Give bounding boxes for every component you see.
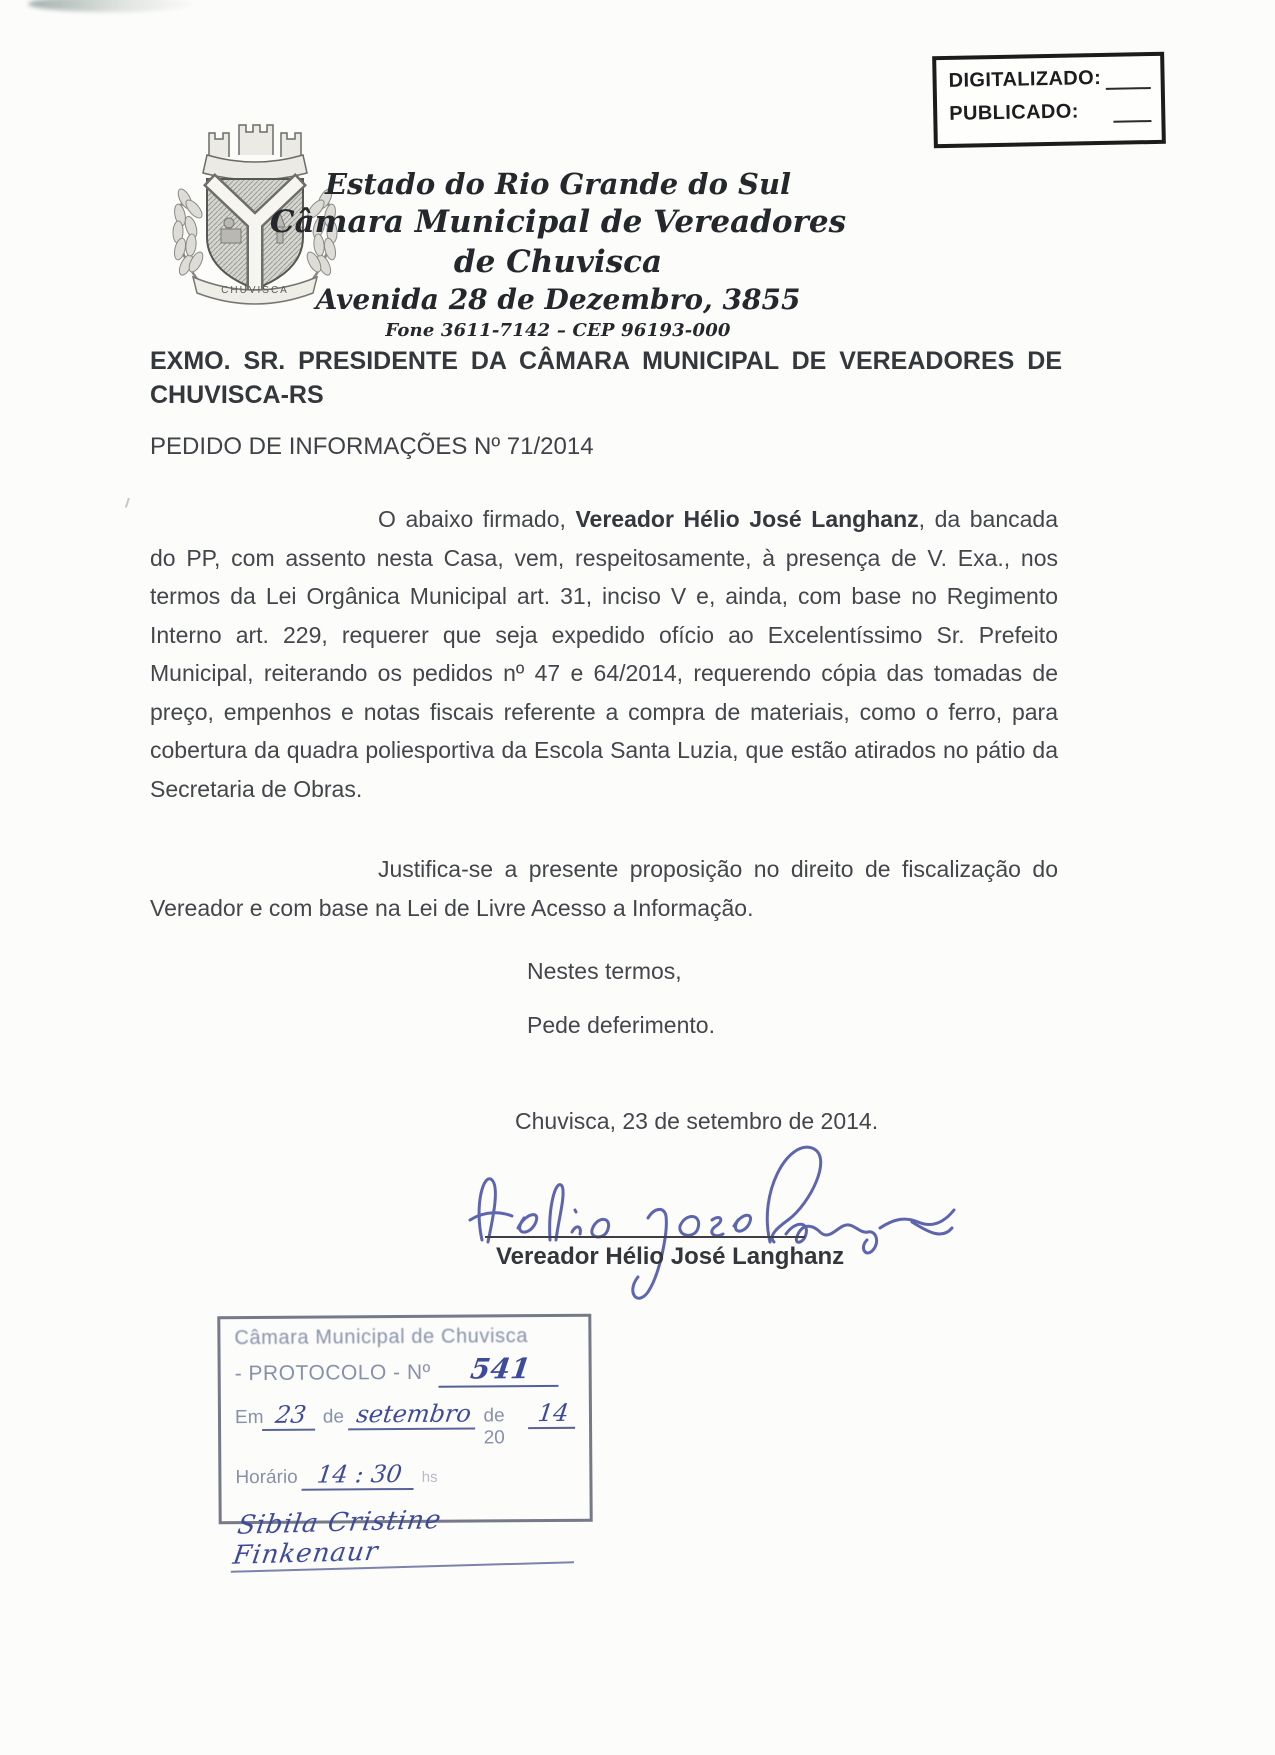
addressee-heading xyxy=(150,344,1062,412)
addressee-line2: CHUVISCA-RS xyxy=(150,381,324,409)
publicado-label: PUBLICADO: xyxy=(949,100,1079,125)
scan-artifact-smudge xyxy=(28,0,196,12)
publicado-fill-line xyxy=(1113,105,1152,123)
digitalizado-fill-line xyxy=(1105,72,1151,90)
body-p1-rest: , da bancada do PP, com assento nesta Casa, vem, respeitosamente, à presença de V. Exa., nos termos da Lei Orgânica Municipal art. 31, inciso V e, ainda, com base no Regimento Interno art. 229, requerer que seja expedido ofício ao Excelentíssimo Sr. Prefeito Municipal, reiterando os pedidos nº 47 e 64/2014, requerendo cópia das tomadas de preço, empenhos e notas fiscais referente a compra de materiais, como o ferro, para cobertura da quadra poliesportiva da Escola Santa Luzia, que estão atirados no pátio da Secretaria de Obras. xyxy=(150,506,1058,802)
protocol-label: - PROTOCOLO - Nº xyxy=(234,1360,431,1386)
crest-banner-text: CHUVISCA xyxy=(221,285,289,296)
handwritten-signature xyxy=(452,1122,967,1317)
signature-name: Vereador Hélio José Langhanz xyxy=(496,1243,845,1270)
protocol-stamp-box xyxy=(217,1314,592,1571)
protocol-time-handwritten: 14 : 30 xyxy=(302,1460,418,1491)
protocol-time-row xyxy=(235,1459,577,1491)
body-paragraph-2: Justifica-se a presente proposição no direito de fiscalização do Vereador e com base na Lei de Livre Acesso a Informação. xyxy=(150,856,1058,921)
closing-block xyxy=(527,958,715,1039)
date-line: Chuvisca, 23 de setembro de 2014. xyxy=(515,1108,879,1134)
subject-line: PEDIDO DE INFORMAÇÕES Nº 71/2014 xyxy=(150,433,594,460)
digitalizado-row xyxy=(948,66,1150,93)
body-p1-author-name: Vereador Hélio José Langhanz xyxy=(575,506,919,532)
letterhead-chamber: Câmara Municipal de Vereadores de Chuvisca xyxy=(269,204,847,280)
protocol-date-row xyxy=(235,1399,577,1451)
protocol-de20-label: de 20 xyxy=(483,1405,505,1449)
letterhead-state: Estado do Rio Grande do Sul xyxy=(324,167,792,201)
clerk-signature-handwritten: Sibila Cristine Finkenaur xyxy=(231,1501,583,1573)
body-paragraph-1 xyxy=(150,500,1058,808)
protocol-em-label: Em xyxy=(234,1406,264,1429)
protocol-day-handwritten: 23 xyxy=(261,1401,318,1431)
protocol-number-row xyxy=(235,1352,577,1389)
signature-rule xyxy=(485,1236,805,1238)
protocol-clerk-row xyxy=(230,1505,578,1571)
protocol-de-label: de xyxy=(322,1406,345,1428)
addressee-line1: EXMO. SR. PRESIDENTE DA CÂMARA MUNICIPAL DE VEREADORES DE xyxy=(150,347,1062,375)
letterhead-phone-cep: Fone 3611-7142 – CEP 96193-000 xyxy=(385,320,731,341)
protocol-org: Câmara Municipal de Chuvisca xyxy=(234,1325,529,1350)
protocol-year-handwritten: 14 xyxy=(528,1399,579,1429)
scan-artifact-mark xyxy=(125,498,143,512)
protocol-hs-label: hs xyxy=(421,1468,438,1486)
digitalizado-stamp-box xyxy=(932,52,1166,148)
protocol-month-handwritten: setembro xyxy=(348,1399,479,1430)
protocol-horario-label: Horário xyxy=(235,1466,298,1489)
letterhead-address: Avenida 28 de Dezembro, 3855 xyxy=(315,283,801,316)
closing-line2: Pede deferimento. xyxy=(527,1012,715,1038)
letterhead xyxy=(248,166,868,344)
body-p1-prefix: O abaixo firmado, xyxy=(378,506,576,532)
protocol-number-handwritten: 541 xyxy=(438,1352,563,1388)
closing-line1: Nestes termos, xyxy=(527,958,682,984)
digitalizado-label: DIGITALIZADO: xyxy=(948,66,1102,92)
publicado-row xyxy=(949,99,1151,126)
